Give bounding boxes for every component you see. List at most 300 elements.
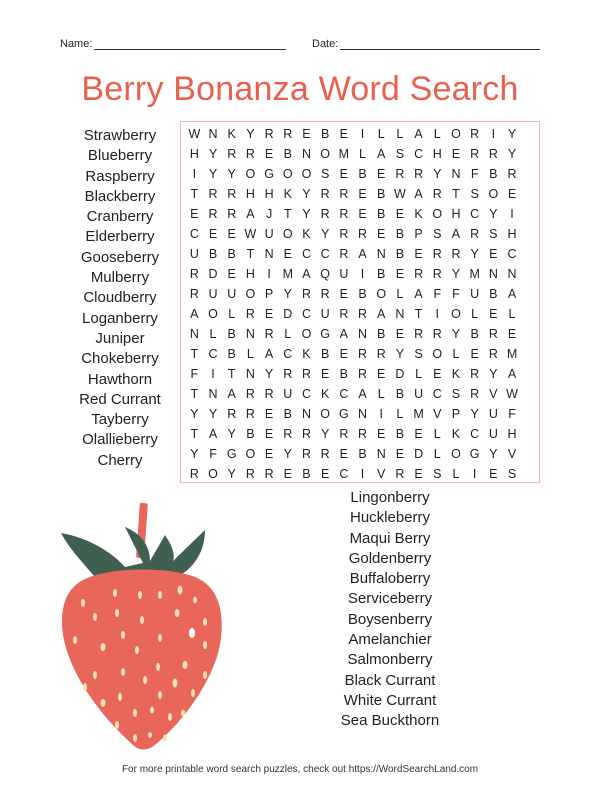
grid-cell[interactable]: R [432, 267, 442, 281]
grid-cell[interactable]: N [395, 307, 405, 321]
grid-cell[interactable]: E [507, 327, 517, 341]
grid-cell[interactable]: E [433, 367, 442, 381]
grid-cell[interactable]: G [264, 167, 274, 181]
word-search-grid[interactable] [180, 121, 540, 483]
grid-cell[interactable]: M [469, 267, 480, 281]
grid-cell[interactable]: A [190, 307, 199, 321]
grid-cell[interactable]: A [302, 267, 311, 281]
grid-cell[interactable]: R [507, 167, 517, 181]
grid-cell[interactable]: O [282, 227, 293, 241]
grid-cell[interactable]: O [451, 127, 461, 141]
grid-cell[interactable]: I [267, 267, 271, 281]
grid-cell[interactable]: O [245, 447, 256, 461]
grid-cell[interactable]: E [414, 247, 423, 261]
grid-cell[interactable]: S [395, 147, 405, 161]
grid-cell[interactable]: B [227, 247, 236, 261]
grid-cell[interactable]: O [320, 407, 331, 421]
grid-cell[interactable]: C [208, 347, 218, 361]
grid-cell[interactable]: S [414, 347, 423, 361]
grid-cell[interactable]: O [282, 167, 293, 181]
grid-cell[interactable]: A [451, 227, 461, 241]
grid-cell[interactable]: K [302, 227, 311, 241]
grid-cell[interactable]: O [432, 347, 443, 361]
grid-cell[interactable]: B [470, 327, 479, 341]
grid-cell[interactable]: R [470, 367, 480, 381]
grid-cell[interactable]: H [245, 267, 255, 281]
grid-cell[interactable]: E [264, 447, 274, 461]
grid-cell[interactable]: L [433, 427, 441, 441]
grid-cell[interactable]: E [395, 327, 405, 341]
grid-cell[interactable]: W [506, 387, 518, 401]
grid-cell[interactable]: L [377, 387, 385, 401]
grid-cell[interactable]: G [338, 407, 349, 421]
grid-cell[interactable]: B [377, 207, 386, 221]
grid-cell[interactable]: N [245, 367, 255, 381]
grid-cell[interactable]: Y [507, 127, 517, 141]
grid-cell[interactable]: B [283, 147, 292, 161]
grid-cell[interactable]: U [488, 427, 498, 441]
grid-cell[interactable]: R [451, 247, 461, 261]
grid-cell[interactable]: E [377, 227, 386, 241]
name-field[interactable] [60, 38, 286, 50]
grid-cell[interactable]: E [264, 147, 274, 161]
grid-cell[interactable]: A [414, 187, 423, 201]
grid-cell[interactable]: R [339, 427, 349, 441]
grid-cell[interactable]: E [339, 287, 349, 301]
grid-cell[interactable]: E [414, 427, 423, 441]
grid-cell[interactable]: R [488, 347, 498, 361]
grid-cell[interactable]: B [320, 347, 330, 361]
grid-cell[interactable]: T [190, 427, 199, 441]
grid-cell[interactable]: Y [227, 467, 236, 481]
grid-cell[interactable]: L [396, 407, 404, 421]
grid-cell[interactable]: E [264, 407, 274, 421]
grid-cell[interactable]: C [339, 387, 349, 401]
grid-cell[interactable]: L [246, 347, 254, 361]
grid-cell[interactable]: U [320, 307, 330, 321]
grid-cell[interactable]: F [433, 287, 442, 301]
grid-cell[interactable]: O [208, 467, 218, 481]
grid-cell[interactable]: O [301, 327, 312, 341]
grid-cell[interactable]: J [265, 207, 273, 221]
grid-cell[interactable]: T [452, 187, 460, 201]
grid-cell[interactable]: A [507, 367, 517, 381]
grid-cell[interactable]: H [507, 427, 517, 441]
grid-cell[interactable]: L [284, 327, 292, 341]
grid-cell[interactable]: R [245, 147, 255, 161]
grid-cell[interactable]: B [208, 247, 218, 261]
grid-cell[interactable]: R [245, 467, 255, 481]
grid-cell[interactable]: H [245, 187, 255, 201]
grid-cell[interactable]: C [470, 427, 480, 441]
grid-cell[interactable]: E [395, 267, 405, 281]
grid-cell[interactable]: A [358, 247, 367, 261]
grid-cell[interactable]: L [433, 127, 441, 141]
grid-cell[interactable]: S [507, 467, 517, 481]
grid-cell[interactable]: L [377, 127, 385, 141]
grid-cell[interactable]: B [489, 167, 498, 181]
grid-cell[interactable]: E [451, 147, 461, 161]
grid-cell[interactable]: E [377, 167, 386, 181]
grid-cell[interactable]: Y [227, 427, 236, 441]
grid-cell[interactable]: R [432, 187, 442, 201]
grid-cell[interactable]: R [264, 327, 274, 341]
grid-cell[interactable]: Y [470, 247, 479, 261]
grid-cell[interactable]: C [414, 147, 424, 161]
grid-cell[interactable]: N [189, 327, 199, 341]
grid-cell[interactable]: Y [489, 447, 498, 461]
grid-cell[interactable]: C [339, 467, 349, 481]
grid-cell[interactable]: I [360, 127, 365, 141]
grid-cell[interactable]: L [508, 307, 516, 321]
grid-cell[interactable]: M [282, 267, 293, 281]
grid-cell[interactable]: O [208, 307, 218, 321]
grid-cell[interactable]: G [469, 447, 480, 461]
grid-cell[interactable]: D [395, 367, 405, 381]
grid-cell[interactable]: Y [190, 447, 199, 461]
grid-cell[interactable]: N [358, 327, 368, 341]
grid-cell[interactable]: N [358, 407, 368, 421]
grid-cell[interactable]: R [208, 187, 218, 201]
grid-cell[interactable]: I [510, 207, 514, 221]
grid-cell[interactable]: M [506, 347, 518, 361]
grid-cell[interactable]: U [414, 387, 424, 401]
grid-cell[interactable]: R [376, 347, 386, 361]
grid-cell[interactable]: N [301, 147, 311, 161]
grid-cell[interactable]: A [358, 387, 367, 401]
grid-cell[interactable]: C [301, 247, 311, 261]
grid-cell[interactable]: R [264, 127, 274, 141]
grid-cell[interactable]: E [208, 227, 218, 241]
grid-cell[interactable]: Q [320, 267, 331, 281]
grid-cell[interactable]: G [226, 447, 237, 461]
grid-cell[interactable]: K [320, 387, 330, 401]
grid-cell[interactable]: Y [302, 207, 311, 221]
grid-cell[interactable]: E [339, 127, 349, 141]
date-input-line[interactable] [340, 39, 540, 50]
grid-cell[interactable]: N [245, 327, 255, 341]
grid-cell[interactable]: E [190, 207, 199, 221]
grid-cell[interactable]: R [283, 127, 293, 141]
grid-cell[interactable]: C [320, 247, 330, 261]
grid-cell[interactable]: T [246, 247, 255, 261]
grid-cell[interactable]: N [451, 167, 461, 181]
grid-cell[interactable]: K [283, 187, 292, 201]
grid-cell[interactable]: R [301, 287, 311, 301]
grid-cell[interactable]: R [339, 247, 349, 261]
grid-cell[interactable]: B [283, 407, 292, 421]
grid-cell[interactable]: N [264, 247, 274, 261]
grid-cell[interactable]: E [377, 367, 386, 381]
grid-cell[interactable]: A [264, 347, 274, 361]
grid-cell[interactable]: S [451, 387, 461, 401]
grid-cell[interactable]: E [227, 227, 236, 241]
grid-cell[interactable]: T [227, 367, 236, 381]
grid-cell[interactable]: S [489, 227, 498, 241]
grid-cell[interactable]: A [414, 127, 423, 141]
grid-cell[interactable]: G [320, 327, 331, 341]
grid-cell[interactable]: R [227, 207, 237, 221]
grid-cell[interactable]: R [358, 307, 368, 321]
grid-cell[interactable]: E [264, 427, 274, 441]
grid-cell[interactable]: U [208, 287, 218, 301]
grid-cell[interactable]: A [227, 387, 236, 401]
grid-cell[interactable]: T [190, 187, 199, 201]
grid-cell[interactable]: E [414, 467, 423, 481]
grid-cell[interactable]: R [301, 447, 311, 461]
grid-cell[interactable]: H [432, 147, 442, 161]
grid-cell[interactable]: R [227, 187, 237, 201]
grid-cell[interactable]: T [283, 207, 292, 221]
grid-cell[interactable]: N [488, 267, 498, 281]
grid-cell[interactable]: T [414, 307, 423, 321]
grid-cell[interactable]: K [302, 347, 311, 361]
grid-cell[interactable]: A [339, 327, 349, 341]
grid-cell[interactable]: U [264, 227, 274, 241]
grid-cell[interactable]: U [470, 287, 480, 301]
grid-cell[interactable]: R [395, 467, 405, 481]
grid-cell[interactable]: Y [507, 147, 517, 161]
grid-cell[interactable]: B [302, 467, 311, 481]
grid-cell[interactable]: T [190, 387, 199, 401]
grid-cell[interactable]: B [358, 167, 367, 181]
grid-cell[interactable]: E [302, 127, 311, 141]
grid-cell[interactable]: R [320, 187, 330, 201]
grid-cell[interactable]: R [227, 147, 237, 161]
grid-cell[interactable]: O [488, 187, 499, 201]
grid-cell[interactable]: R [395, 167, 405, 181]
grid-cell[interactable]: L [433, 447, 441, 461]
grid-cell[interactable]: E [489, 467, 498, 481]
grid-cell[interactable]: O [245, 167, 256, 181]
grid-cell[interactable]: P [451, 407, 461, 421]
grid-cell[interactable]: E [470, 347, 479, 361]
grid-cell[interactable]: R [320, 207, 330, 221]
grid-cell[interactable]: R [301, 367, 311, 381]
grid-cell[interactable]: E [489, 247, 498, 261]
grid-cell[interactable]: S [320, 167, 330, 181]
grid-cell[interactable]: F [190, 367, 199, 381]
grid-cell[interactable]: I [360, 267, 365, 281]
grid-cell[interactable]: Y [302, 187, 311, 201]
grid-cell[interactable]: R [339, 207, 349, 221]
grid-cell[interactable]: E [507, 187, 517, 201]
grid-cell[interactable]: B [395, 247, 405, 261]
grid-cell[interactable]: R [432, 327, 442, 341]
grid-cell[interactable]: U [227, 287, 237, 301]
grid-cell[interactable]: E [283, 247, 292, 261]
grid-cell[interactable]: K [414, 207, 423, 221]
grid-cell[interactable]: R [488, 327, 498, 341]
grid-cell[interactable]: I [360, 467, 365, 481]
grid-cell[interactable]: F [452, 287, 460, 301]
grid-cell[interactable]: D [208, 267, 218, 281]
grid-cell[interactable]: S [433, 227, 442, 241]
grid-cell[interactable]: L [396, 127, 404, 141]
grid-cell[interactable]: R [358, 367, 368, 381]
grid-cell[interactable]: Y [433, 167, 442, 181]
grid-cell[interactable]: F [470, 167, 479, 181]
date-field[interactable] [312, 38, 540, 50]
grid-cell[interactable]: C [283, 347, 293, 361]
grid-cell[interactable]: Y [208, 147, 218, 161]
grid-cell[interactable]: E [339, 167, 349, 181]
grid-cell[interactable]: U [488, 407, 498, 421]
grid-cell[interactable]: P [414, 227, 423, 241]
grid-cell[interactable]: Y [283, 447, 292, 461]
grid-cell[interactable]: R [189, 287, 199, 301]
grid-cell[interactable]: E [339, 347, 349, 361]
grid-cell[interactable]: C [189, 227, 199, 241]
grid-cell[interactable]: L [359, 147, 366, 161]
grid-cell[interactable]: E [395, 207, 405, 221]
grid-cell[interactable]: Y [208, 407, 218, 421]
grid-cell[interactable]: R [245, 407, 255, 421]
grid-cell[interactable]: A [377, 147, 386, 161]
grid-cell[interactable]: Y [320, 227, 330, 241]
grid-cell[interactable]: A [208, 427, 218, 441]
grid-cell[interactable]: I [472, 467, 477, 481]
grid-cell[interactable]: F [508, 407, 516, 421]
grid-cell[interactable]: E [358, 207, 367, 221]
grid-cell[interactable]: N [208, 387, 218, 401]
grid-cell[interactable]: W [394, 187, 406, 201]
grid-cell[interactable]: Y [246, 127, 255, 141]
grid-cell[interactable]: Y [227, 167, 236, 181]
grid-cell[interactable]: O [320, 147, 331, 161]
grid-cell[interactable]: D [414, 447, 424, 461]
grid-cell[interactable]: R [227, 407, 237, 421]
grid-cell[interactable]: I [379, 407, 383, 421]
grid-cell[interactable]: E [395, 447, 405, 461]
grid-cell[interactable]: N [301, 407, 311, 421]
grid-cell[interactable]: E [358, 187, 367, 201]
grid-cell[interactable]: W [188, 127, 201, 141]
grid-cell[interactable]: N [208, 127, 218, 141]
grid-cell[interactable]: B [246, 427, 255, 441]
grid-cell[interactable]: B [489, 287, 498, 301]
grid-cell[interactable]: V [507, 447, 517, 461]
grid-cell[interactable]: R [245, 307, 255, 321]
grid-cell[interactable]: B [339, 367, 349, 381]
grid-cell[interactable]: V [377, 467, 386, 481]
grid-cell[interactable]: R [358, 227, 368, 241]
grid-cell[interactable]: B [377, 327, 386, 341]
grid-cell[interactable]: E [283, 467, 292, 481]
grid-cell[interactable]: A [377, 307, 386, 321]
grid-cell[interactable]: C [470, 207, 480, 221]
grid-cell[interactable]: R [189, 467, 199, 481]
grid-cell[interactable]: R [339, 187, 349, 201]
grid-cell[interactable]: L [471, 307, 479, 321]
name-input-line[interactable] [94, 39, 286, 50]
grid-cell[interactable]: R [358, 427, 368, 441]
grid-cell[interactable]: R [245, 387, 255, 401]
grid-cell[interactable]: M [338, 147, 350, 161]
grid-cell[interactable]: U [189, 247, 199, 261]
grid-cell[interactable]: Y [208, 167, 218, 181]
grid-cell[interactable]: R [414, 267, 424, 281]
grid-cell[interactable]: Y [283, 287, 292, 301]
grid-cell[interactable]: R [470, 387, 480, 401]
grid-cell[interactable]: H [507, 227, 517, 241]
grid-cell[interactable]: E [489, 307, 498, 321]
grid-cell[interactable]: L [452, 347, 460, 361]
grid-cell[interactable]: K [451, 427, 461, 441]
grid-cell[interactable]: H [451, 207, 461, 221]
grid-cell[interactable]: F [209, 447, 217, 461]
grid-cell[interactable]: I [491, 127, 496, 141]
grid-cell[interactable]: B [320, 127, 330, 141]
grid-cell[interactable]: R [414, 167, 424, 181]
grid-cell[interactable]: L [228, 307, 236, 321]
grid-cell[interactable]: A [414, 287, 423, 301]
grid-cell[interactable]: R [264, 467, 274, 481]
grid-cell[interactable]: B [358, 447, 367, 461]
grid-cell[interactable]: R [283, 367, 293, 381]
grid-cell[interactable]: R [488, 147, 498, 161]
grid-cell[interactable]: H [264, 187, 274, 201]
grid-cell[interactable]: B [377, 187, 386, 201]
grid-cell[interactable]: R [301, 427, 311, 441]
grid-cell[interactable]: N [376, 247, 386, 261]
grid-cell[interactable]: H [189, 147, 199, 161]
grid-cell[interactable]: I [435, 307, 440, 321]
grid-cell[interactable]: Y [470, 407, 479, 421]
grid-cell[interactable]: B [395, 427, 405, 441]
grid-cell[interactable]: R [414, 327, 424, 341]
grid-cell[interactable]: I [211, 367, 215, 381]
grid-cell[interactable]: O [451, 447, 461, 461]
grid-cell[interactable]: R [470, 147, 480, 161]
grid-cell[interactable]: Y [451, 327, 461, 341]
grid-cell[interactable]: L [415, 367, 423, 381]
grid-cell[interactable]: B [395, 387, 405, 401]
grid-cell[interactable]: R [339, 307, 349, 321]
grid-cell[interactable]: R [432, 247, 442, 261]
grid-cell[interactable]: E [264, 307, 274, 321]
grid-cell[interactable]: W [244, 227, 257, 241]
grid-cell[interactable]: R [339, 227, 349, 241]
grid-cell[interactable]: L [396, 287, 404, 301]
grid-cell[interactable]: E [320, 467, 330, 481]
grid-cell[interactable]: E [227, 267, 236, 281]
grid-cell[interactable]: K [451, 367, 461, 381]
grid-cell[interactable]: O [301, 167, 312, 181]
grid-cell[interactable]: R [189, 267, 199, 281]
grid-cell[interactable]: K [227, 127, 236, 141]
grid-cell[interactable]: R [208, 207, 218, 221]
grid-cell[interactable]: C [301, 387, 311, 401]
grid-cell[interactable]: O [432, 207, 443, 221]
grid-cell[interactable]: T [190, 347, 199, 361]
grid-cell[interactable]: P [264, 287, 274, 301]
grid-cell[interactable]: N [376, 447, 386, 461]
grid-cell[interactable]: Y [489, 207, 498, 221]
grid-cell[interactable]: L [452, 467, 460, 481]
grid-cell[interactable]: N [507, 267, 517, 281]
grid-cell[interactable]: E [320, 367, 330, 381]
grid-cell[interactable]: R [264, 387, 274, 401]
grid-cell[interactable]: D [283, 307, 293, 321]
grid-cell[interactable]: B [358, 287, 367, 301]
grid-cell[interactable]: R [320, 447, 330, 461]
grid-cell[interactable]: R [283, 427, 293, 441]
grid-cell[interactable]: S [433, 467, 442, 481]
grid-cell[interactable]: C [432, 387, 442, 401]
grid-cell[interactable]: B [227, 347, 236, 361]
grid-cell[interactable]: Y [395, 347, 405, 361]
